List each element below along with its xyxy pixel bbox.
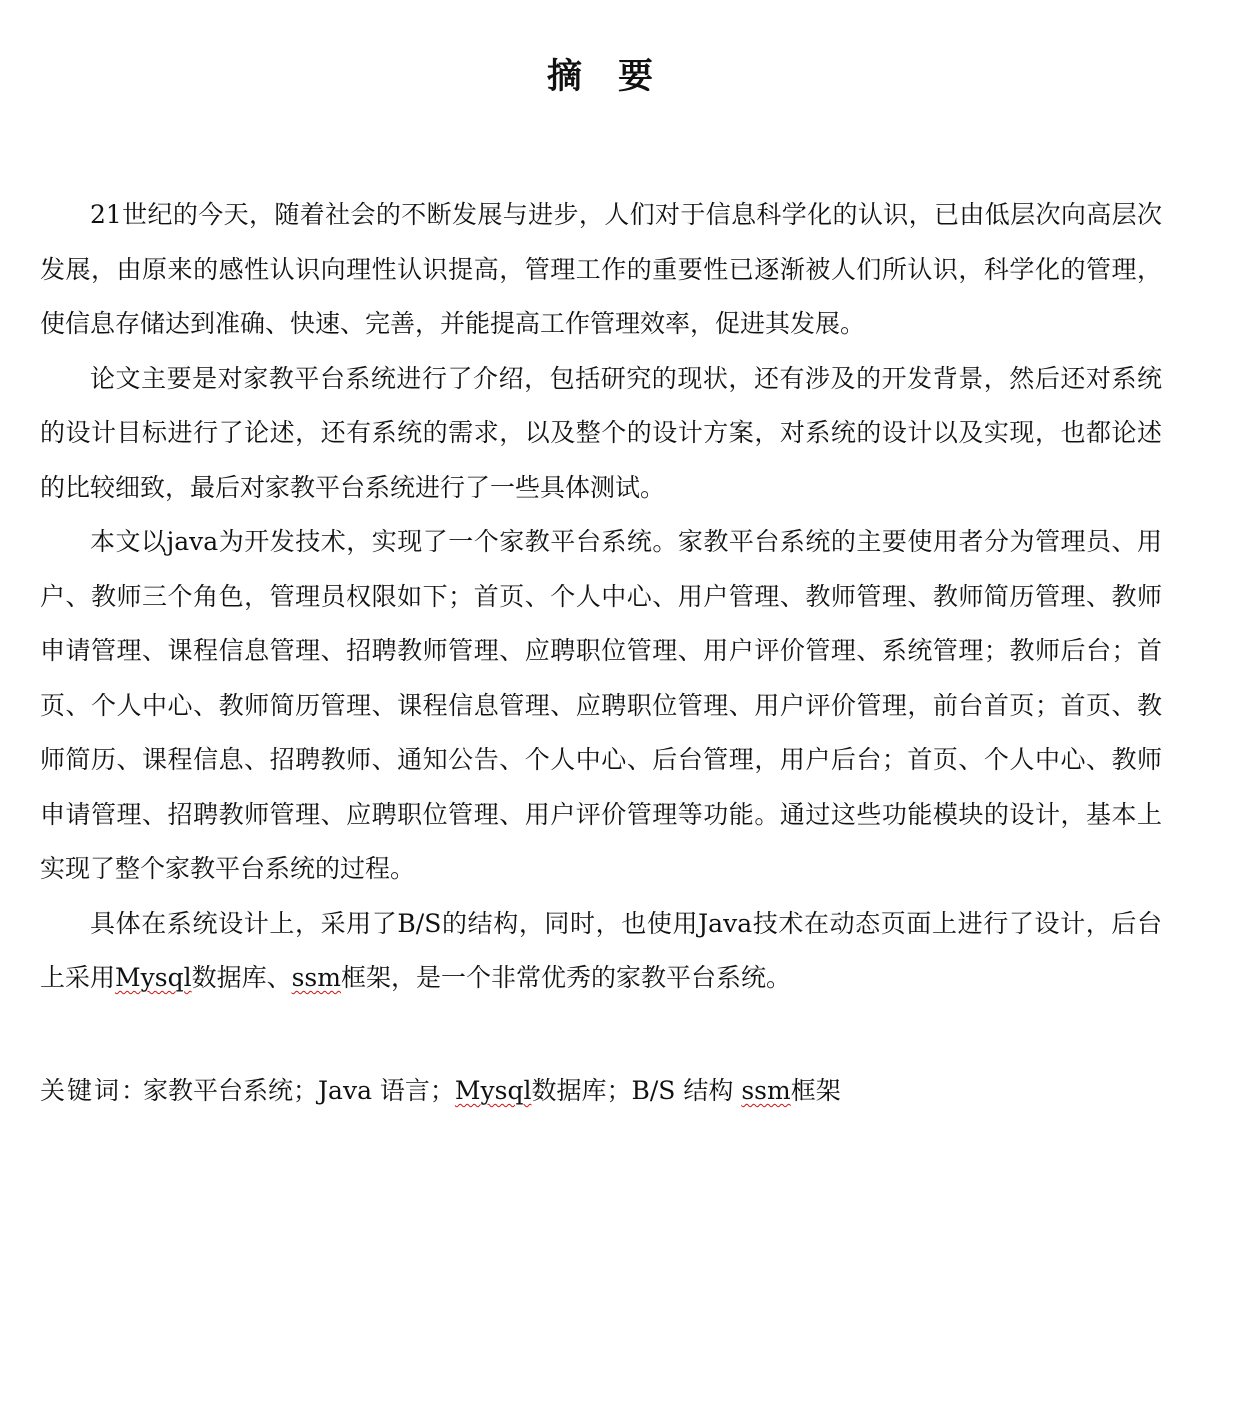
keywords-line [40,1066,1180,1116]
paragraph-4-text-b: 数据库、 [191,963,292,992]
abstract-paragraph-4 [40,897,1162,1006]
abstract-paragraph-3: 本文以java为开发技术，实现了一个家教平台系统。家教平台系统的主要使用者分为管理员、用户、教师三个角色，管理员权限如下；首页、个人中心、用户管理、教师管理、教师简历管理、教师申请管理、课程信息管理、招聘教师管理、应聘职位管理、用户评价管理、系统管理；教师后台；首页、个人中心、教师简历管理、课程信息管理、应聘职位管理、用户评价管理，前台首页；首页、教师简历、课程信息、招聘教师、通知公告、个人中心、后台管理，用户后台；首页、个人中心、教师申请管理、招聘教师管理、应聘职位管理、用户评价管理等功能。通过这些功能模块的设计，基本上实现了整个家教平台系统的过程。 [40,527,1162,883]
paragraph-4-text-c: 框架，是一个非常优秀的家教平台系统。 [340,963,791,992]
keyword-mysql-spellcheck-word: Mysql [454,1076,532,1105]
title-char-2: 要 [618,56,654,97]
keywords-label: 关键词 [40,1076,122,1105]
keywords-separator: ： [121,1076,147,1105]
title-char-1: 摘 [546,56,582,97]
keywords-text-a: 家教平台系统；Java 语言； [143,1076,455,1105]
abstract-paragraph-1: 21世纪的今天，随着社会的不断发展与进步，人们对于信息科学化的认识，已由低层次向高层次发展，由原来的感性认识向理性认识提高，管理工作的重要性已逐渐被人们所认识，科学化的管理，使信息存储达到准确、快速、完善，并能提高工作管理效率，促进其发展。 [40,200,1162,338]
abstract-title [0,52,1200,102]
keywords-text-c: 框架 [790,1076,841,1105]
paragraph-4-text-a: 具体在系统设计上，采用了B/S的结构，同时，也使用Java技术在动态页面上进行了设计，后台上采用 [40,908,1162,992]
keywords-text-b: 数据库；B/S 结构 [531,1076,742,1105]
keyword-ssm-spellcheck-word: ssm [741,1076,791,1105]
abstract-body [40,188,1162,1006]
ssm-spellcheck-word: ssm [291,963,341,992]
mysql-spellcheck-word: Mysql [115,963,192,992]
abstract-paragraph-2: 论文主要是对家教平台系统进行了介绍，包括研究的现状，还有涉及的开发背景，然后还对系统的设计目标进行了论述，还有系统的需求，以及整个的设计方案，对系统的设计以及实现，也都论述的比较细致，最后对家教平台系统进行了一些具体测试。 [40,363,1162,502]
